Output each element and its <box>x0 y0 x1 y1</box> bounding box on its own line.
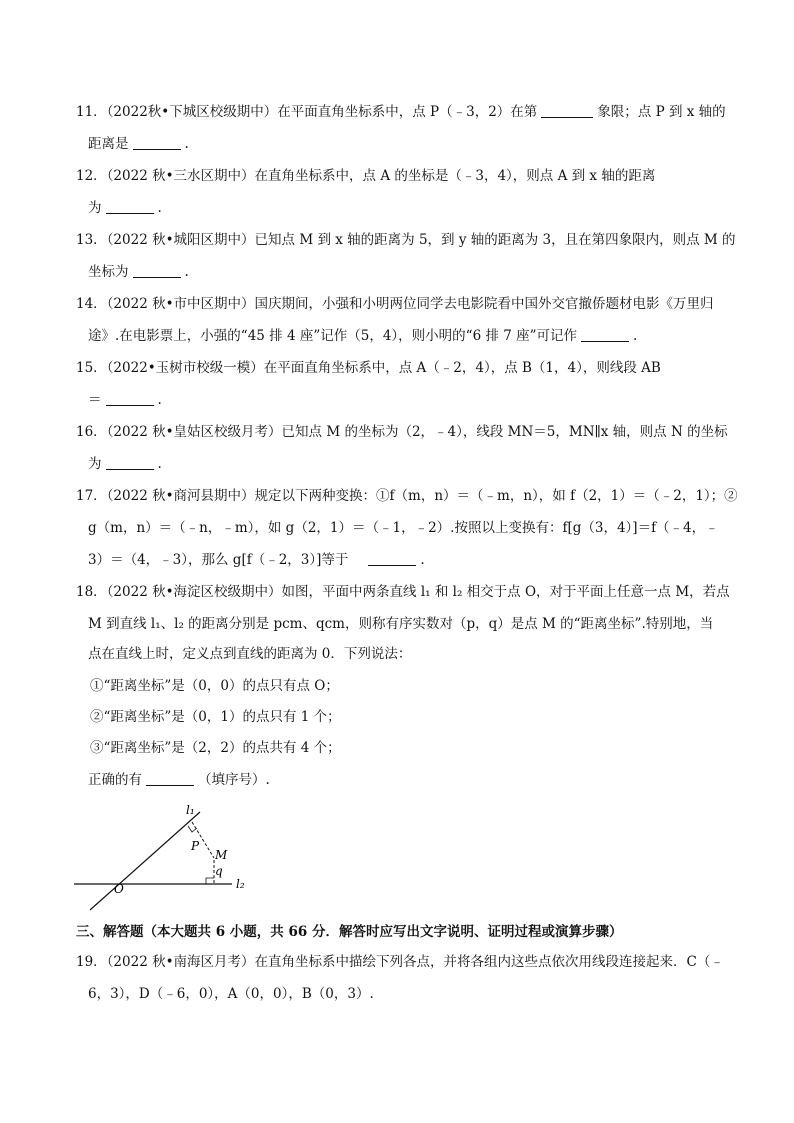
question-18-answer <box>88 770 270 790</box>
question-16-line2 <box>88 454 162 474</box>
right-angle-mark <box>188 826 197 832</box>
answer-blank[interactable] <box>106 457 154 470</box>
question-number: 11． <box>76 104 107 120</box>
question-number: 18． <box>76 584 107 600</box>
question-text: （2022•玉树市校级一模）在平面直角坐标系中，点 A（﹣2，4），点 B（1，4），则线段 AB <box>106 360 661 376</box>
question-text: 坐标为 <box>88 264 129 280</box>
question-number: 19． <box>76 954 107 970</box>
question-number: 12． <box>76 168 107 184</box>
question-text: 距离是 <box>88 136 129 152</box>
question-17-line1 <box>76 486 738 506</box>
question-text: 象限；点 P 到 x 轴的 <box>597 104 726 120</box>
question-text: ＝ <box>88 392 102 408</box>
question-text: （2022 秋•三水区期中）在直角坐标系中，点 A 的坐标是（﹣3，4），则点 A 到 x 轴的距离 <box>106 168 656 184</box>
line-l1 <box>90 812 200 910</box>
distance-coordinate-diagram <box>70 798 260 914</box>
right-angle-mark <box>206 878 214 884</box>
question-17-line3 <box>88 550 425 570</box>
question-11-line2 <box>88 134 189 154</box>
answer-blank[interactable] <box>541 105 593 118</box>
question-17-line2 <box>88 518 719 538</box>
question-text: 为 <box>88 456 102 472</box>
label-q: q <box>215 864 223 878</box>
option-text: ①“距离坐标”是（0，0）的点只有点 O； <box>90 678 339 694</box>
question-text: （2022秋•下城区校级期中）在平面直角坐标系中，点 P（﹣3，2）在第 <box>106 104 538 120</box>
label-l1: l₁ <box>186 803 195 817</box>
label-o: O <box>114 882 124 896</box>
question-number: 13． <box>76 232 107 248</box>
period: . <box>157 456 162 472</box>
question-19-line2 <box>88 984 374 1004</box>
question-text: （填序号）. <box>198 772 270 788</box>
answer-blank[interactable] <box>146 773 194 786</box>
question-number: 16． <box>76 424 107 440</box>
period: . <box>184 264 189 280</box>
label-m: M <box>215 848 228 862</box>
question-18-option-1 <box>90 676 339 696</box>
question-text: 6，3），D（﹣6，0），A（0，0），B（0，3）. <box>88 986 374 1002</box>
label-p: P <box>191 839 200 853</box>
question-text: 为 <box>88 200 102 216</box>
question-13-line2 <box>88 262 189 282</box>
question-text: 正确的有 <box>88 772 142 788</box>
period: . <box>157 392 162 408</box>
question-text: （2022 秋•商河县期中）规定以下两种变换：①f（m，n）＝（﹣m，n），如 f（2，1）＝（﹣2，1）；② <box>106 488 738 504</box>
question-text: M 到直线 l₁、l₂ 的距离分别是 pcm、qcm，则称有序实数对（p，q）是点 M 的“距离坐标”.特别地，当 <box>88 616 714 632</box>
period: . <box>633 328 638 344</box>
answer-blank[interactable] <box>368 553 416 566</box>
question-15-line1 <box>76 358 661 378</box>
question-text: 点在直线上时，定义点到直线的距离为 0．下列说法： <box>88 646 412 662</box>
question-text: （2022 秋•海淀区校级期中）如图，平面中两条直线 l₁ 和 l₂ 相交于点 O，对于平面上任意一点 M，若点 <box>106 584 730 600</box>
question-text: （2022 秋•南海区月考）在直角坐标系中描绘下列各点，并将各组内这些点依次用线段连接起来．C（﹣ <box>106 954 724 970</box>
question-18-line1 <box>76 582 730 602</box>
period: . <box>157 200 162 216</box>
question-text: （2022 秋•皇姑区校级月考）已知点 M 的坐标为（2，﹣4），线段 MN＝5，MN∥x 轴，则点 N 的坐标 <box>106 424 728 440</box>
question-13-line1 <box>76 230 736 250</box>
question-18-line3 <box>88 644 411 664</box>
answer-blank[interactable] <box>106 393 154 406</box>
question-18-option-2 <box>90 707 341 727</box>
question-19-line1 <box>76 952 724 972</box>
question-18-option-3 <box>90 738 341 758</box>
question-11-line1 <box>76 102 726 122</box>
section-title: 三、解答题（本大题共 6 小题，共 66 分．解答时应写出文字说明、证明过程或演算步骤） <box>76 924 623 940</box>
question-text: 途》.在电影票上，小强的“45 排 4 座”记作（5，4），则小明的“6 排 7 座”可记作 <box>88 328 578 344</box>
question-18-line2 <box>88 614 713 634</box>
period: . <box>420 552 425 568</box>
question-text: （2022 秋•城阳区期中）已知点 M 到 x 轴的距离为 5，到 y 轴的距离为 3，且在第四象限内，则点 M 的 <box>106 232 736 248</box>
question-15-line2 <box>88 390 162 410</box>
question-16-line1 <box>76 422 728 442</box>
label-l2: l₂ <box>236 877 245 891</box>
answer-blank[interactable] <box>133 137 181 150</box>
question-14-line2 <box>88 326 637 346</box>
question-12-line2 <box>88 198 162 218</box>
answer-blank[interactable] <box>581 329 629 342</box>
option-text: ②“距离坐标”是（0，1）的点只有 1 个； <box>90 709 341 725</box>
question-number: 17． <box>76 488 107 504</box>
question-text: 3）＝（4，﹣3），那么 g[f（﹣2，3）]等于 <box>88 552 349 568</box>
geometry-figure <box>70 798 260 914</box>
option-text: ③“距离坐标”是（2，2）的点共有 4 个； <box>90 740 341 756</box>
question-12-line1 <box>76 166 655 186</box>
answer-blank[interactable] <box>106 201 154 214</box>
period: . <box>184 136 189 152</box>
question-text: g（m，n）＝（﹣n，﹣m），如 g（2，1）＝（﹣1，﹣2）.按照以上变换有：f[g（3，4）]＝f（﹣4，﹣ <box>88 520 719 536</box>
question-number: 15． <box>76 360 107 376</box>
question-text: （2022 秋•市中区期中）国庆期间，小强和小明两位同学去电影院看中国外交官撤侨题材电影《万里归 <box>106 296 714 312</box>
question-number: 14． <box>76 296 107 312</box>
question-14-line1 <box>76 294 714 314</box>
answer-blank[interactable] <box>133 265 181 278</box>
